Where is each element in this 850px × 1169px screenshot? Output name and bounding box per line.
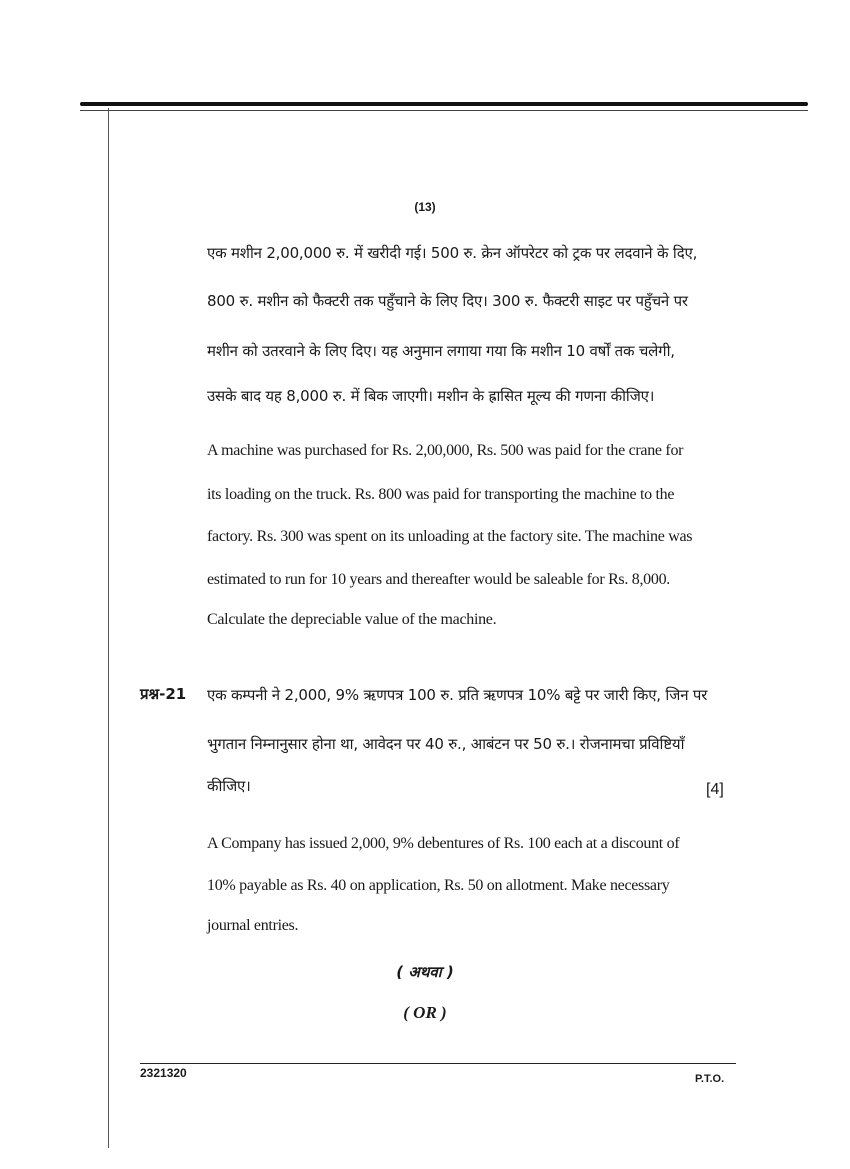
q20-hindi-line-3: मशीन को उतरवाने के लिए दिए। यह अनुमान लगाया गया कि मशीन 10 वर्षों तक चलेगी,	[207, 342, 675, 360]
or-english: ( OR )	[403, 1003, 447, 1022]
q21-marks: [4]	[706, 781, 724, 798]
footer-rule	[140, 1063, 736, 1064]
q20-hindi-line-4: उसके बाद यह 8,000 रु. में बिक जाएगी। मशीन के ह्रासित मूल्य की गणना कीजिए।	[207, 387, 655, 405]
q21-english-line-1: A Company has issued 2,000, 9% debentures of Rs. 100 each at a discount of	[207, 835, 680, 852]
q20-english-line-4: estimated to run for 10 years and thereafter would be saleable for Rs. 8,000.	[207, 571, 670, 588]
question-21-label: प्रश्न-21	[140, 685, 187, 703]
page-number: (13)	[414, 200, 436, 214]
q20-hindi-line-1: एक मशीन 2,00,000 रु. में खरीदी गई। 500 रु. क्रेन ऑपरेटर को ट्रक पर लदवाने के दिए,	[207, 244, 698, 262]
q20-hindi-line-2: 800 रु. मशीन को फैक्टरी तक पहुँचाने के लिए दिए। 300 रु. फैक्टरी साइट पर पहुँचने पर	[207, 292, 688, 310]
paper-code: 2321320	[140, 1066, 187, 1080]
q21-hindi-line-2: भुगतान निम्नानुसार होना था, आवेदन पर 40 रु., आबंटन पर 50 रु.। रोजनामचा प्रविष्टियाँ	[207, 735, 685, 753]
or-hindi: ( अथवा )	[396, 963, 454, 981]
q21-english-line-2: 10% payable as Rs. 40 on application, Rs. 50 on allotment. Make necessary	[207, 877, 670, 894]
top-border-thick	[80, 102, 808, 106]
q21-hindi-line-1: एक कम्पनी ने 2,000, 9% ऋणपत्र 100 रु. प्रति ऋणपत्र 10% बट्टे पर जारी किए, जिन पर	[207, 686, 708, 704]
pto-label: P.T.O.	[695, 1073, 725, 1085]
q20-english-line-1: A machine was purchased for Rs. 2,00,000, Rs. 500 was paid for the crane for	[207, 442, 684, 459]
q21-english-line-3: journal entries.	[207, 917, 299, 934]
q20-english-line-2: its loading on the truck. Rs. 800 was paid for transporting the machine to the	[207, 486, 675, 503]
left-margin-rule	[108, 108, 109, 1148]
q20-english-line-5: Calculate the depreciable value of the machine.	[207, 611, 497, 628]
q20-english-line-3: factory. Rs. 300 was spent on its unloading at the factory site. The machine was	[207, 528, 693, 545]
q21-hindi-line-3: कीजिए।	[207, 777, 251, 795]
top-border-thin	[80, 110, 808, 111]
